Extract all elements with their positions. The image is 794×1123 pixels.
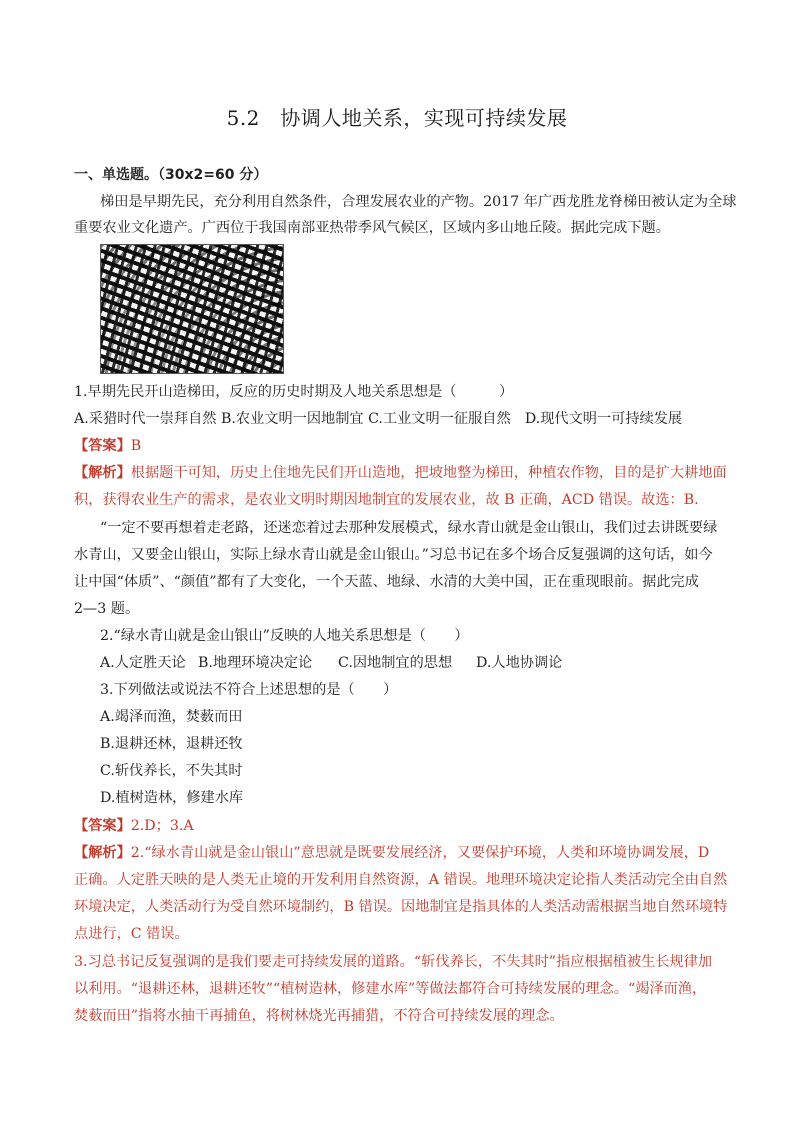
analysis3-line-1: 3.习总书记反复强调的是我们要走可持续发展的道路。“斩伐养长，不失其时”指应根据植被生长规律加: [74, 954, 713, 970]
q2-option-d: D.人地协调论: [476, 655, 563, 671]
answer2-value: 2.D；3.A: [130, 818, 194, 834]
analysis3-line-3: 焚薮而田”指将水抽干再捕鱼，将树林烧光再捕猎，不符合可持续发展的理念。: [74, 1008, 564, 1024]
analysis-text: 根据题干可知，历史上住地先民们开山造地，把坡地整为梯田，种植农作物，目的是扩大耕地面: [130, 465, 727, 481]
answer-value: B: [130, 438, 142, 454]
q2-options: [100, 653, 760, 673]
q1-analysis-line-1: [74, 463, 734, 483]
intro-line-1: 梯田是早期先民，充分利用自然条件，合理发展农业的产物。2017 年广西龙胜龙脊梯田被认定为全球: [100, 194, 737, 210]
page-title: 5.2 协调人地关系，实现可持续发展: [226, 106, 568, 130]
q3-option-c: C.斩伐养长，不失其时: [100, 763, 243, 779]
analysis2-line-4: 点进行，C 错误。: [74, 926, 189, 942]
analysis2-tag: 【解析】: [74, 845, 131, 861]
q2-stem: 2.“绿水青山就是金山银山”反映的人地关系思想是（ ）: [100, 628, 469, 644]
answer2: [74, 816, 734, 836]
analysis-tag: 【解析】: [74, 465, 131, 481]
q1-analysis-line-2: 积，获得农业生产的需求，是农业文明时期因地制宜的发展农业，故 B 正确，ACD 错误。故选：B.: [74, 492, 699, 508]
answer2-tag: 【答案】: [74, 818, 131, 834]
answer-tag: 【答案】: [74, 438, 131, 454]
q1-answer: [74, 436, 734, 456]
q3-stem: 3.下列做法或说法不符合上述思想的是（ ）: [100, 682, 398, 698]
analysis2-line-1: [74, 843, 734, 863]
intro-line-2: 重要农业文化遗产。广西位于我国南部亚热带季风气候区，区域内多山地丘陵。据此完成下题。: [74, 220, 670, 236]
q2-option-c: C.因地制宜的思想: [338, 655, 453, 671]
passage-line-2: 水青山，又要金山银山，实际上绿水青山就是金山银山。”习总书记在多个场合反复强调的这句话，如今: [74, 547, 713, 563]
q3-option-a: A.竭泽而渔，焚薮而田: [100, 709, 243, 725]
q3-option-d: D.植树造林，修建水库: [100, 790, 244, 806]
section-heading: 一、单选题。（30x2=60 分）: [74, 167, 268, 183]
analysis2-line-2: 正确。人定胜天映的是人类无止境的开发利用自然资源，A 错误。地理环境决定论指人类活动完全由自然: [74, 872, 728, 888]
q1-stem: 1.早期先民开山造梯田，反应的历史时期及人地关系思想是（ ）: [74, 384, 514, 400]
analysis2-line-3: 环境决定，人类活动行为受自然环境制约，B 错误。因地制宜是指具体的人类活动需根据当地自然环境特: [74, 899, 728, 915]
q2-option-b: B.地理环境决定论: [198, 655, 313, 671]
analysis2-text: 2.“绿水青山就是金山银山”意思就是既要发展经济，又要保护环境，人类和环境协调发展，D: [130, 845, 710, 861]
passage-line-1: “一定不要再想着走老路，还迷恋着过去那种发展模式，绿水青山就是金山银山，我们过去讲既要绿: [100, 520, 718, 536]
analysis3-line-2: 以利用。“退耕还林，退耕还牧”“植树造林，修建水库”等做法都符合可持续发展的理念。“竭泽而渔，: [74, 981, 707, 997]
passage-line-4: 2—3 题。: [74, 601, 140, 617]
q2-option-a: A.人定胜天论: [100, 655, 186, 671]
passage-line-3: 让中国“体质”、“颜值”都有了大变化，一个天蓝、地绿、水清的大美中国，正在重现眼前。据此完成: [74, 574, 699, 590]
q3-option-b: B.退耕还林，退耕还牧: [100, 736, 243, 752]
q1-options: A.采猎时代一崇拜自然 B.农业文明一因地制宜 C.工业文明一征服自然 D.现代文明一可持续发展: [74, 411, 683, 427]
terrace-photo: [100, 244, 284, 374]
